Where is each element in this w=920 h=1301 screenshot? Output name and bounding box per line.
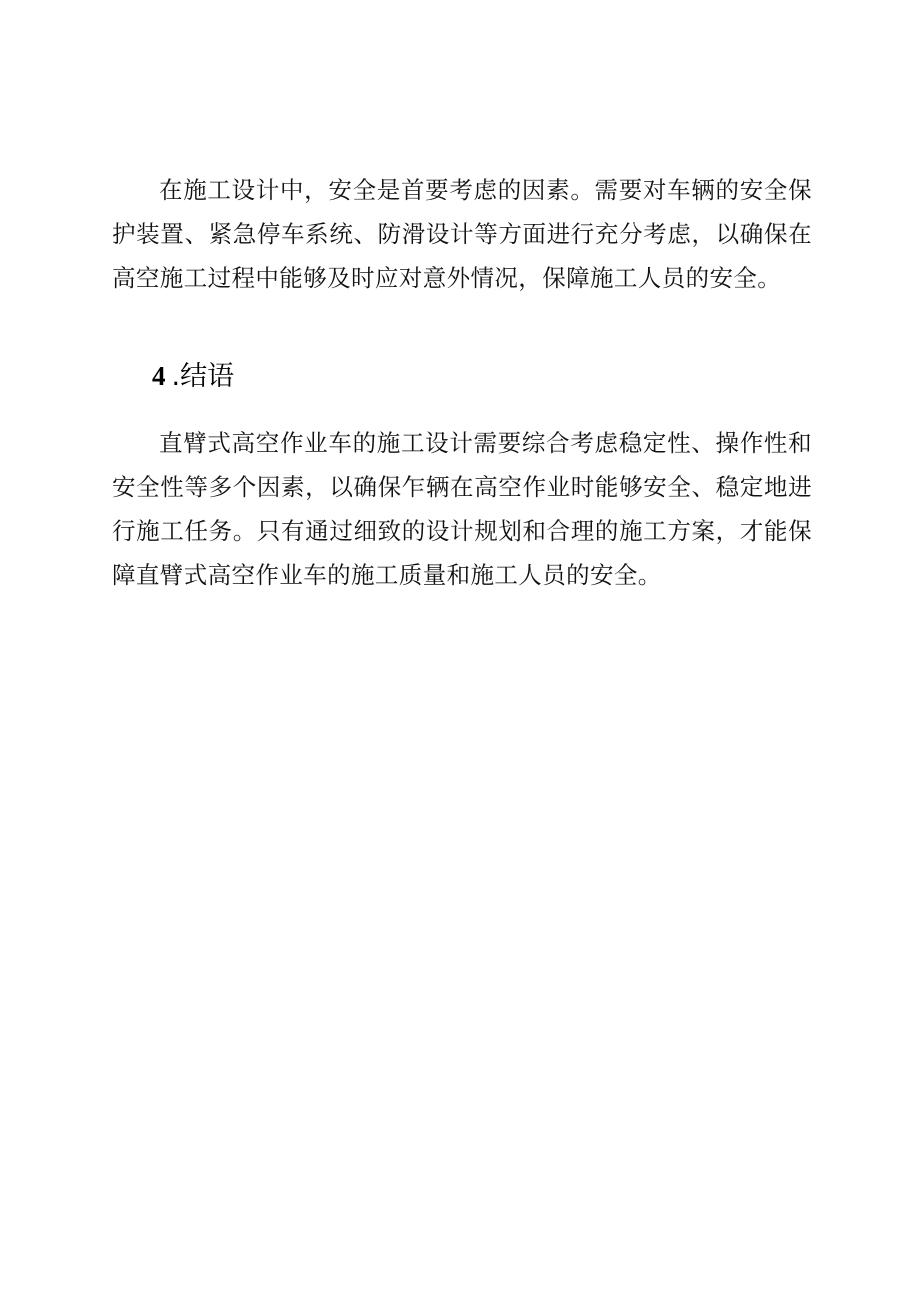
paragraph-safety: 在施工设计中，安全是首要考虑的因素。需要对车辆的安全保护装置、紧急停车系统、防滑设计等方面进行充分考虑，以确保在高空施工过程中能够及时应对意外情况，保障施工人员的安全。 (112, 176, 812, 292)
section-heading-conclusion (112, 356, 812, 397)
section-title: .结语 (171, 361, 235, 392)
document-body (112, 168, 812, 597)
section-number: 4 (152, 361, 166, 391)
paragraph-conclusion: 直臂式高空作业车的施工设计需要综合考虑稳定性、操作性和安全性等多个因素，以确保乍辆在高空作业时能够安全、稳定地进行施工任务。只有通过细致的设计规划和合理的施工方案，才能保障直臂式高空作业车的施工质量和施工人员的安全。 (112, 429, 812, 589)
